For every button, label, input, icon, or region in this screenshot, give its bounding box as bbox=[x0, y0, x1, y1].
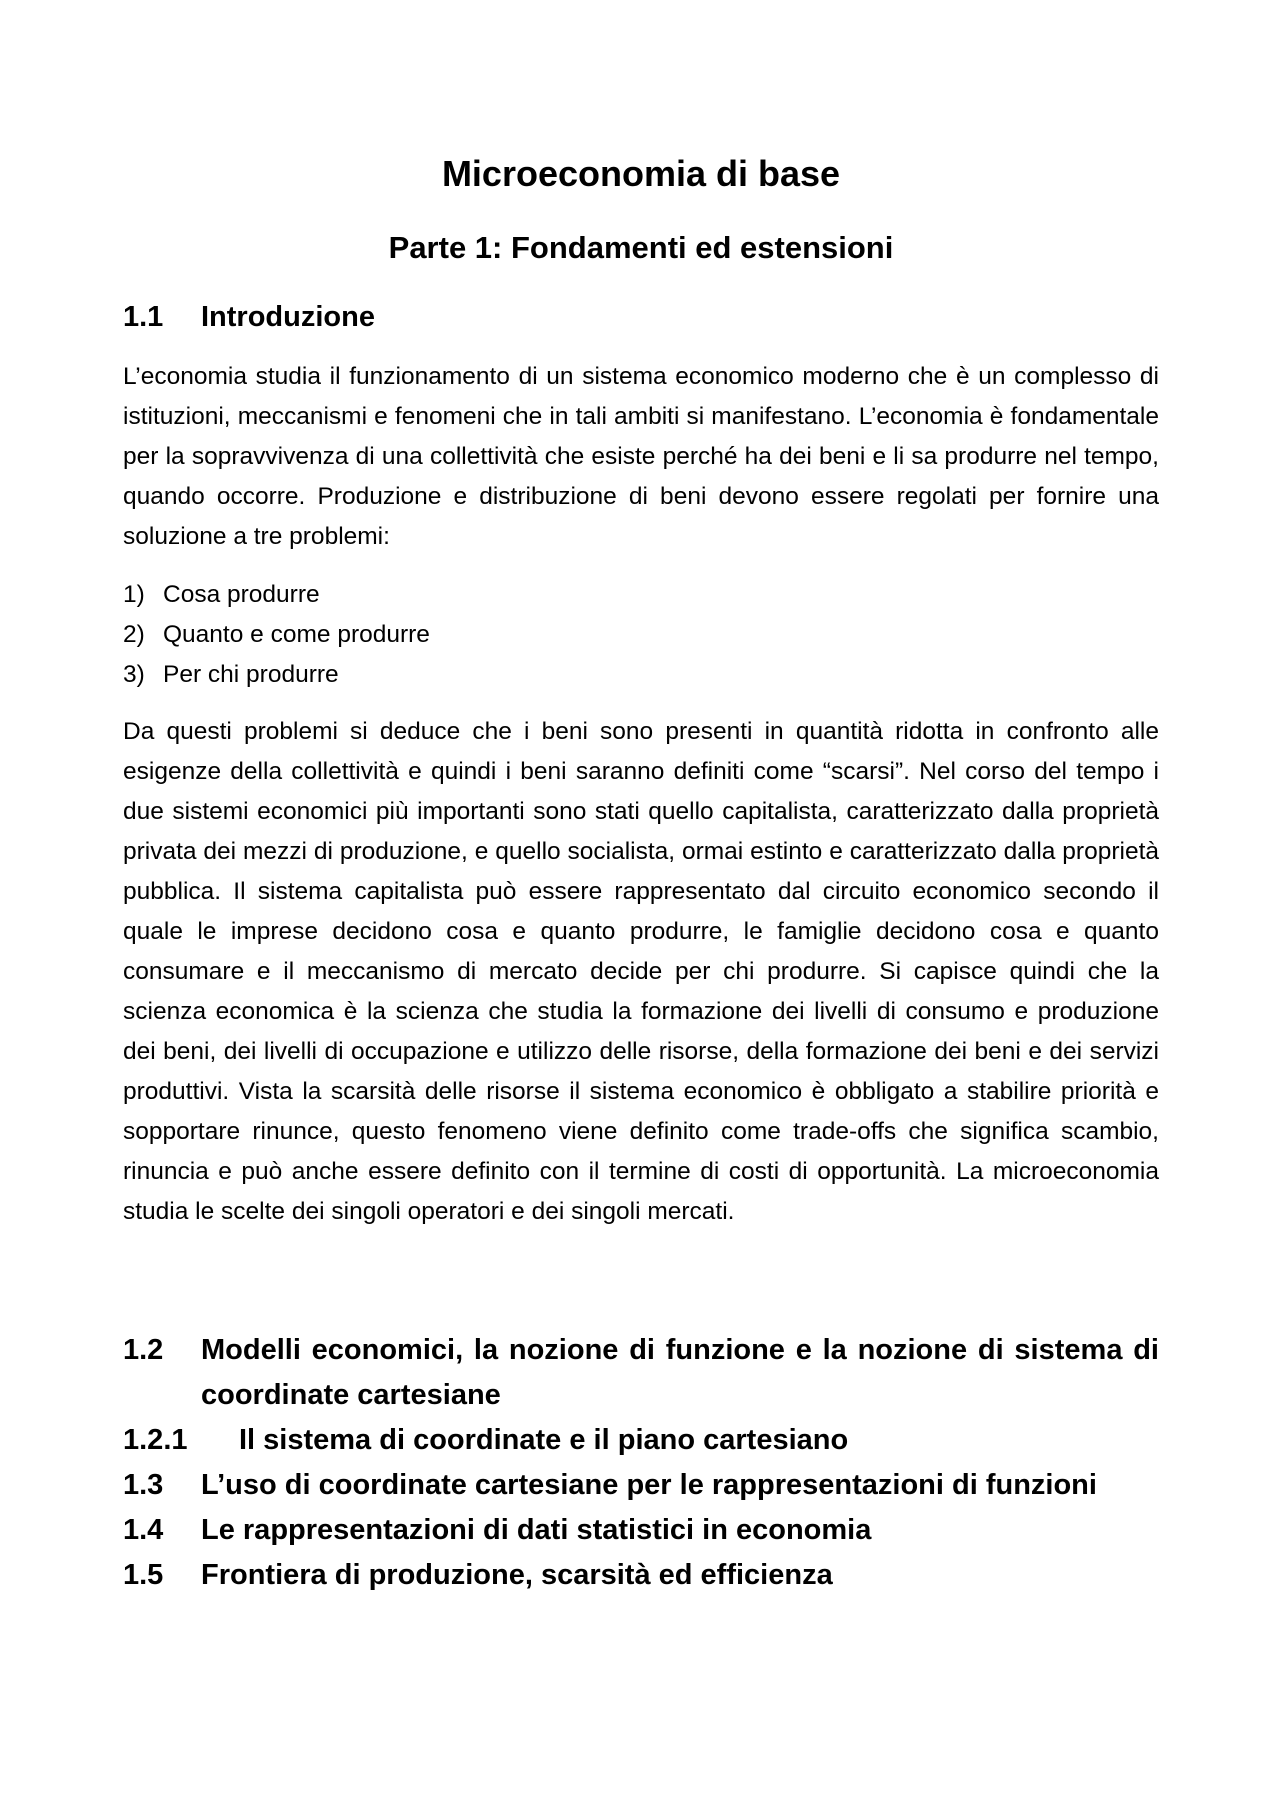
section-title: Modelli economici, la nozione di funzione e la nozione di sistema di coordinate cartesiane bbox=[201, 1334, 1159, 1411]
section-heading-1-5 bbox=[123, 1553, 833, 1598]
list-text: Per chi produrre bbox=[163, 661, 339, 688]
problems-list bbox=[123, 575, 430, 695]
list-marker: 1) bbox=[123, 581, 145, 608]
section-title: Frontiera di produzione, scarsità ed efficienza bbox=[201, 1559, 833, 1591]
document-title: Microeconomia di base bbox=[441, 153, 841, 194]
section-heading-1-2-1 bbox=[123, 1418, 848, 1463]
section-heading-1-4 bbox=[123, 1508, 871, 1553]
section-heading-1-3 bbox=[123, 1463, 1097, 1508]
document-subtitle: Parte 1: Fondamenti ed estensioni bbox=[388, 230, 894, 265]
section-title: Introduzione bbox=[201, 301, 375, 333]
section-title: L’uso di coordinate cartesiane per le rappresentazioni di funzioni bbox=[201, 1469, 1097, 1501]
section-title: Il sistema di coordinate e il piano cartesiano bbox=[239, 1424, 849, 1456]
list-item bbox=[123, 615, 430, 655]
list-text: Quanto e come produrre bbox=[163, 621, 430, 648]
body-paragraph: Da questi problemi si deduce che i beni sono presenti in quantità ridotta in confronto alle esigenze della collettività e quindi i beni saranno definiti come “scarsi”. Nel corso del tempo i due sistemi economici più importanti sono stati quello capitalista, caratterizzato dalla proprietà privata dei mezzi di produzione, e quello socialista, ormai estinto e caratterizzato dalla proprietà pubblica. Il sistema capitalista può essere rappresentato dal circuito economico secondo il quale le imprese decidono cosa e quanto produrre, le famiglie decidono cosa e quanto consumare e il meccanismo di mercato decide per chi produrre. Si capisce quindi che la scienza economica è la scienza che studia la formazione dei livelli di consumo e produzione dei beni, dei livelli di occupazione e utilizzo delle risorse, della formazione dei beni e dei servizi produttivi. Vista la scarsità delle risorse il sistema economico è obbligato a stabilire priorità e sopportare rinunce, questo fenomeno viene definito come trade-offs che significa scambio, rinuncia e può anche essere definito con il termine di costi di opportunità. La microeconomia studia le scelte dei singoli operatori e dei singoli mercati. bbox=[123, 718, 1159, 1225]
section-number: 1.2 bbox=[123, 1334, 164, 1366]
list-marker: 3) bbox=[123, 661, 145, 688]
section-heading-1-1 bbox=[123, 295, 375, 340]
list-item bbox=[123, 575, 430, 615]
intro-paragraph: L’economia studia il funzionamento di un sistema economico moderno che è un complesso di istituzioni, meccanismi e fenomeni che in tali ambiti si manifestano. L’economia è fondamentale per la sopravvivenza di una collettività che esiste perché ha dei beni e li sa produrre nel tempo, quando occorre. Produzione e distribuzione di beni devono essere regolati per fornire una soluzione a tre problemi: bbox=[123, 363, 1159, 550]
section-number: 1.2.1 bbox=[123, 1424, 188, 1456]
section-heading-1-2 bbox=[123, 1328, 1159, 1418]
section-number: 1.5 bbox=[123, 1559, 164, 1591]
section-number: 1.4 bbox=[123, 1514, 164, 1546]
section-number: 1.1 bbox=[123, 301, 164, 333]
list-item bbox=[123, 655, 430, 695]
list-text: Cosa produrre bbox=[163, 581, 320, 608]
section-title: Le rappresentazioni di dati statistici in economia bbox=[201, 1514, 872, 1546]
section-number: 1.3 bbox=[123, 1469, 164, 1501]
list-marker: 2) bbox=[123, 621, 145, 648]
